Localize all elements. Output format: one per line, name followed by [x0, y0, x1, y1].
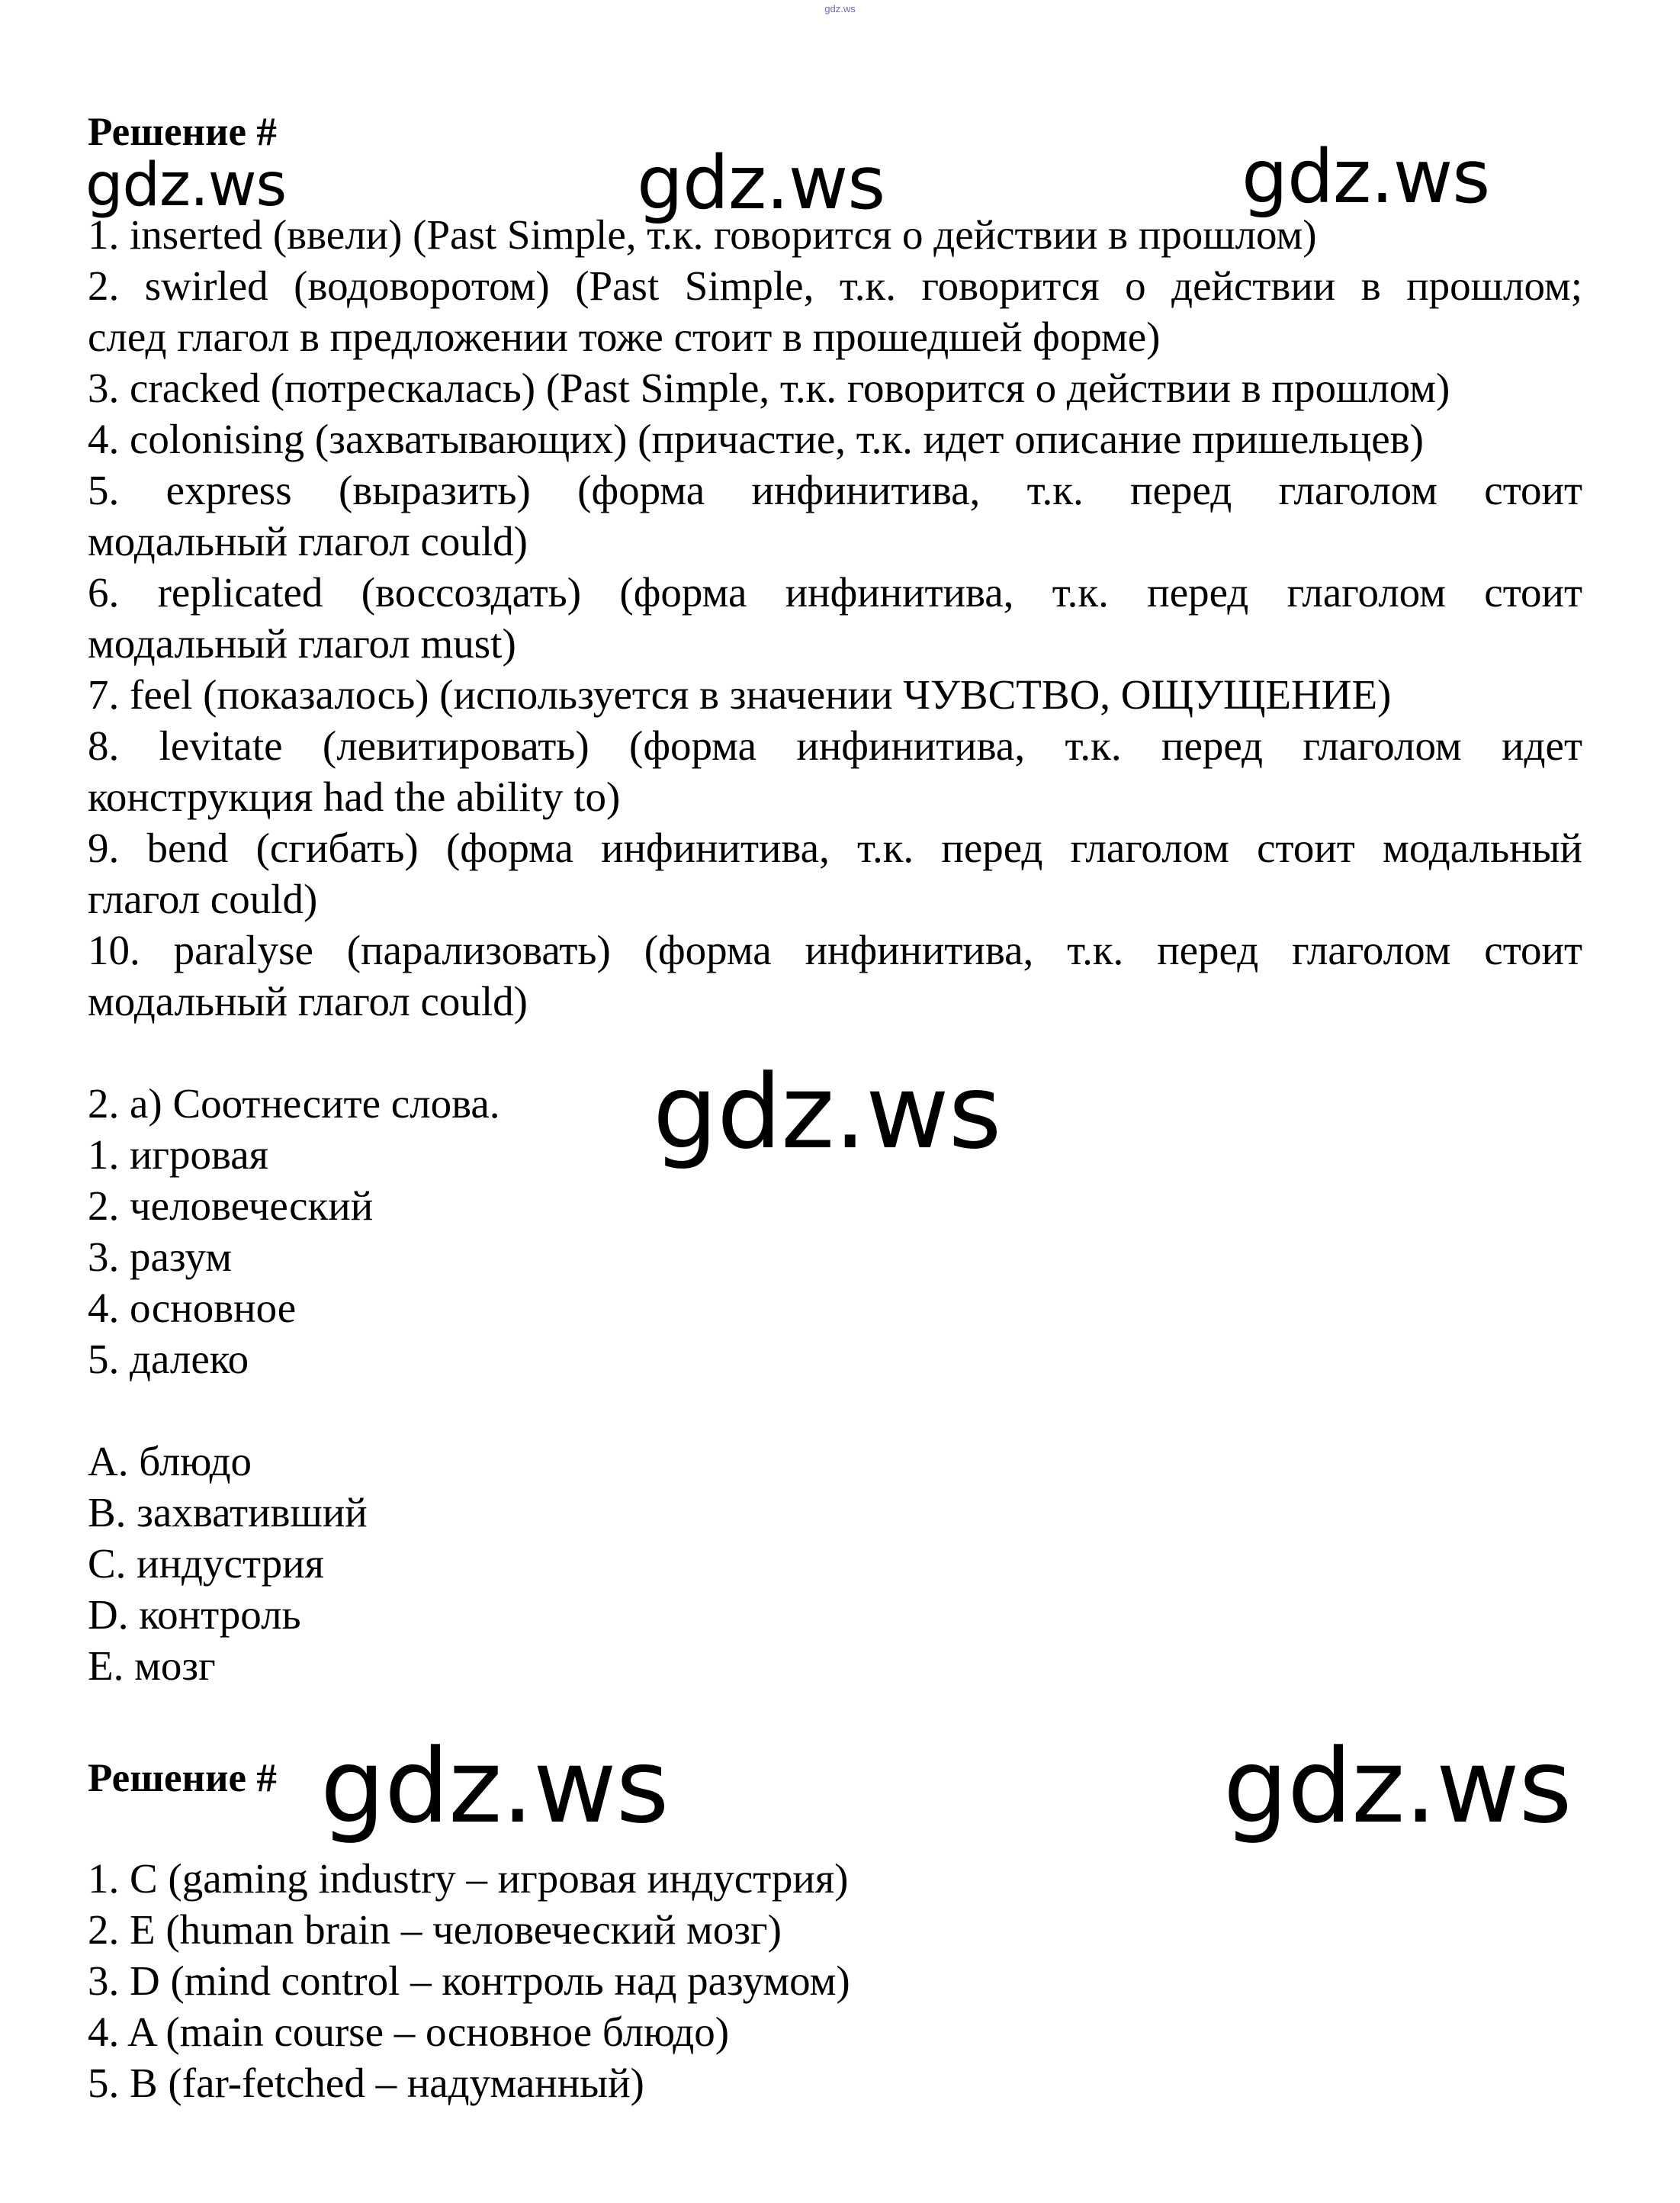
solution-heading-1: Решение #	[88, 110, 277, 154]
answer-line: 4. A (main course – основное блюдо)	[88, 2008, 730, 2055]
answer-line: 5. B (far-fetched – надуманный)	[88, 2060, 644, 2106]
answer-line: модальный глагол must)	[88, 620, 516, 667]
answer-line: 4. colonising (захватывающих) (причастие, т.к. идет описание пришельцев)	[88, 416, 1424, 462]
list-item: 3. разум	[88, 1233, 233, 1280]
list-item: A. блюдо	[88, 1438, 252, 1484]
list-item: C. индустрия	[88, 1540, 324, 1587]
task-title: 2. a) Соотнесите слова.	[88, 1080, 500, 1127]
list-item: 2. человеческий	[88, 1182, 374, 1229]
watermark: gdz.ws	[85, 151, 287, 220]
answer-line: 9. bend (сгибать) (форма инфинитива, т.к. перед глаголом стоит модальный	[88, 825, 1582, 871]
spacer	[88, 1385, 1582, 1436]
answer-line: 2. E (human brain – человеческий мозг)	[88, 1906, 782, 1953]
list-item: B. захвативший	[88, 1489, 368, 1536]
answer-line: 8. levitate (левитировать) (форма инфинитива, т.к. перед глаголом идет	[88, 722, 1582, 769]
list-item: E. мозг	[88, 1642, 216, 1689]
answer-line: 1. C (gaming industry – игровая индустрия)	[88, 1855, 849, 1902]
answer-line: след глагол в предложении тоже стоит в прошедшей форме)	[88, 314, 1161, 360]
answer-line: 5. express (выразить) (форма инфинитива, т.к. перед глаголом стоит	[88, 467, 1582, 513]
answer-line: 3. D (mind control – контроль над разумом)	[88, 1957, 850, 2004]
solution-list-2	[88, 1853, 1582, 2108]
answer-line: 2. swirled (водоворотом) (Past Simple, т.к. говорится о действии в прошлом;	[88, 262, 1582, 309]
answer-line: 1. inserted (ввели) (Past Simple, т.к. говорится о действии в прошлом)	[88, 211, 1317, 258]
solution-heading-2: Решение #	[88, 1756, 277, 1800]
watermark: gdz.ws	[1242, 134, 1490, 220]
solution-list-1	[88, 209, 1582, 1027]
watermark: gdz.ws	[653, 1053, 1001, 1172]
watermark: gdz.ws	[320, 1727, 669, 1846]
answer-line: модальный глагол could)	[88, 518, 528, 564]
answer-line: 7. feel (показалось) (используется в значении ЧУВСТВО, ОЩУЩЕНИЕ)	[88, 671, 1392, 718]
answer-line: глагол could)	[88, 876, 318, 922]
list-item: 5. далеко	[88, 1336, 249, 1382]
answer-line: 10. paralyse (парализовать) (форма инфинитива, т.к. перед глаголом стоит	[88, 927, 1582, 973]
list-item: D. контроль	[88, 1591, 301, 1638]
answer-line: 3. cracked (потрескалась) (Past Simple, т.к. говорится о действии в прошлом)	[88, 365, 1450, 411]
watermark: gdz.ws	[1223, 1727, 1572, 1846]
header-watermark: gdz.ws	[824, 3, 856, 14]
answer-line: 6. replicated (воссоздать) (форма инфинитива, т.к. перед глаголом стоит	[88, 569, 1582, 616]
list-item: 1. игровая	[88, 1131, 268, 1178]
answer-line: конструкция had the ability to)	[88, 773, 621, 820]
answer-line: модальный глагол could)	[88, 978, 528, 1024]
watermark: gdz.ws	[637, 140, 885, 226]
list-item: 4. основное	[88, 1285, 297, 1331]
